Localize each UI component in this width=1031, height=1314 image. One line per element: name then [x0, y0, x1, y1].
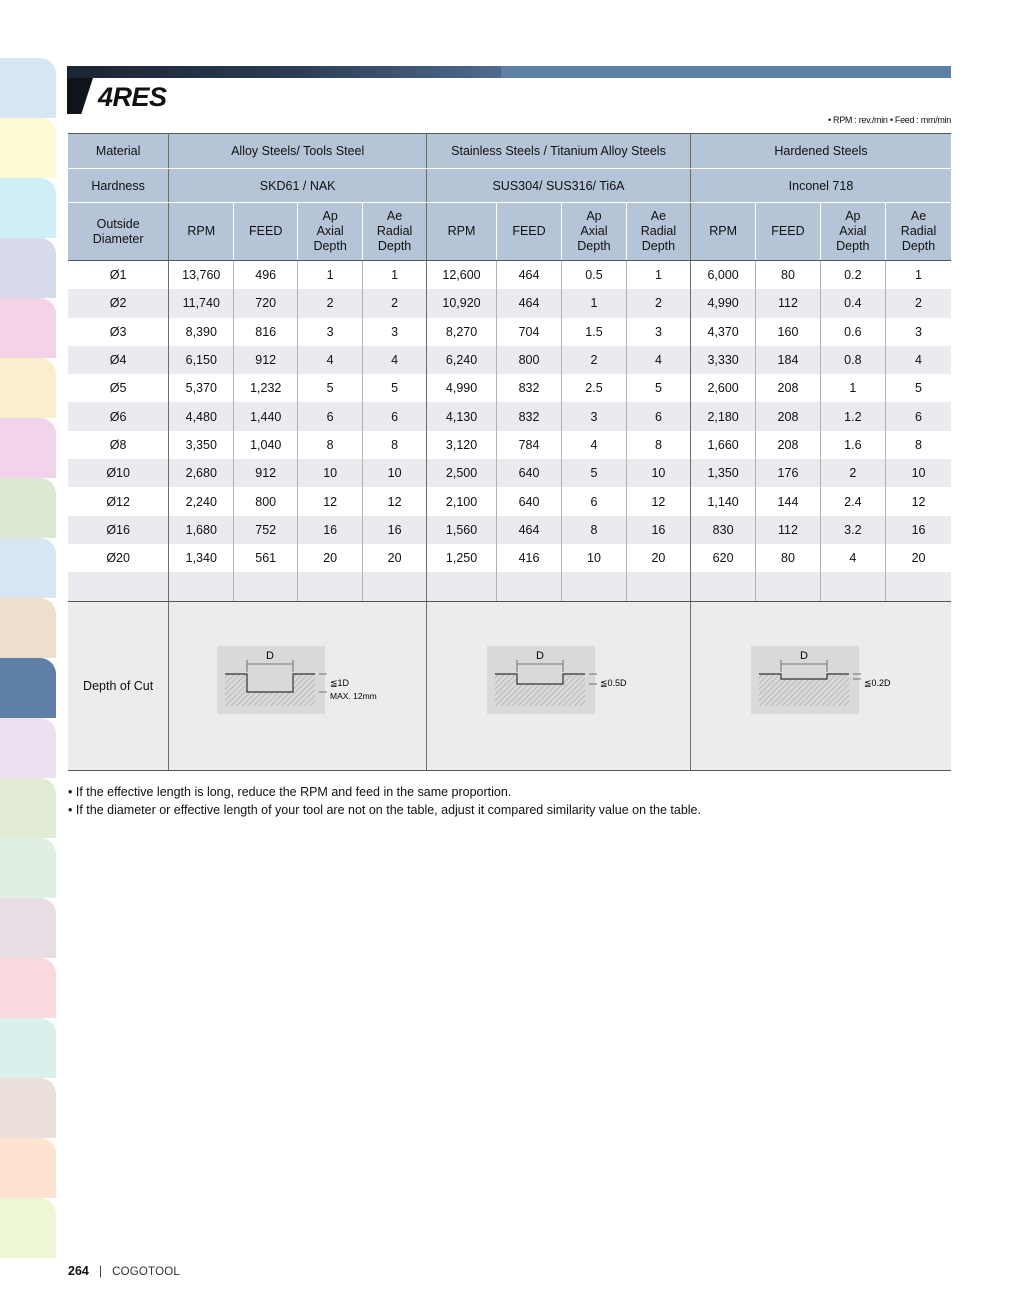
- blank-cell: [690, 572, 755, 601]
- value-cell: 20: [298, 544, 363, 572]
- value-cell: 1,040: [234, 431, 298, 459]
- hardness-row: [68, 169, 951, 203]
- value-cell: 208: [756, 402, 820, 430]
- depth-of-cut-label: Depth of Cut: [68, 601, 169, 770]
- value-cell: 0.8: [820, 346, 885, 374]
- value-cell: 5,370: [169, 374, 234, 402]
- value-cell: 8: [626, 431, 690, 459]
- value-cell: 416: [497, 544, 562, 572]
- blank-cell: [820, 572, 885, 601]
- cut-diagram: [487, 646, 687, 726]
- value-cell: 2: [298, 289, 363, 317]
- diameter-symbol: D: [266, 649, 275, 662]
- column-header-text: Radial: [640, 224, 677, 238]
- table-row: [68, 346, 951, 374]
- blank-cell: [886, 572, 951, 601]
- column-header-text: RPM: [187, 224, 216, 238]
- value-cell: 12: [886, 487, 951, 515]
- section-tab[interactable]: [0, 478, 56, 538]
- material-group-2: Stainless Steels / Titanium Alloy Steels: [427, 134, 691, 169]
- diameter-cell: Ø2: [68, 289, 169, 317]
- value-cell: 464: [497, 261, 562, 290]
- value-cell: 3: [561, 402, 626, 430]
- table-row: [68, 516, 951, 544]
- page-title: 4RES: [98, 82, 167, 112]
- value-cell: 4: [820, 544, 885, 572]
- value-cell: 2,500: [427, 459, 497, 487]
- value-cell: 144: [756, 487, 820, 515]
- value-cell: 3,350: [169, 431, 234, 459]
- diameter-symbol: D: [799, 649, 808, 662]
- blank-cell: [561, 572, 626, 601]
- value-cell: 912: [234, 459, 298, 487]
- value-cell: 4: [298, 346, 363, 374]
- column-header-text: Depth: [641, 239, 676, 253]
- value-cell: 20: [626, 544, 690, 572]
- value-cell: 830: [690, 516, 755, 544]
- column-header-text: RPM: [709, 224, 737, 238]
- section-tab[interactable]: [0, 298, 56, 358]
- diameter-cell: Ø12: [68, 487, 169, 515]
- footer-separator: |: [98, 1264, 103, 1278]
- value-cell: 2: [363, 289, 427, 317]
- column-header-text: RPM: [447, 224, 476, 238]
- value-cell: 112: [756, 516, 820, 544]
- value-cell: 4,990: [690, 289, 755, 317]
- section-tab[interactable]: [0, 658, 56, 718]
- diameter-cell: Ø5: [68, 374, 169, 402]
- blank-row: [68, 572, 951, 601]
- column-header-feed: [756, 203, 820, 261]
- column-header-text: Ap: [845, 209, 861, 223]
- value-cell: 2,600: [690, 374, 755, 402]
- value-cell: 620: [690, 544, 755, 572]
- diameter-cell: Ø4: [68, 346, 169, 374]
- section-tab[interactable]: [0, 718, 56, 778]
- diameter-header-line2: Diameter: [92, 231, 144, 246]
- value-cell: 2: [561, 346, 626, 374]
- column-header-ae: [626, 203, 690, 261]
- section-tab[interactable]: [0, 1078, 56, 1138]
- value-cell: 10: [363, 459, 427, 487]
- hardness-label: Hardness: [68, 169, 169, 203]
- value-cell: 1: [298, 261, 363, 290]
- value-cell: 464: [497, 516, 562, 544]
- column-header-row: [68, 203, 951, 261]
- value-cell: 1: [820, 374, 885, 402]
- value-cell: 12: [363, 487, 427, 515]
- diameter-cell: Ø6: [68, 402, 169, 430]
- value-cell: 4: [886, 346, 951, 374]
- value-cell: 4,130: [427, 402, 497, 430]
- column-header-text: Ae: [910, 209, 927, 223]
- value-cell: 2: [886, 289, 951, 317]
- section-tab[interactable]: [0, 1198, 56, 1258]
- table-row: [68, 261, 951, 290]
- cutting-conditions-table: [68, 133, 951, 771]
- column-header-rpm: [690, 203, 755, 261]
- value-cell: 8: [363, 431, 427, 459]
- value-cell: 8: [886, 431, 951, 459]
- blank-cell: [68, 572, 169, 601]
- depth-of-cut-diagram-cell: [690, 601, 951, 770]
- notes: [68, 783, 701, 819]
- value-cell: 4,990: [427, 374, 497, 402]
- blank-cell: [756, 572, 820, 601]
- blank-cell: [169, 572, 234, 601]
- value-cell: 12,600: [427, 261, 497, 290]
- diameter-cell: Ø1: [68, 261, 169, 290]
- value-cell: 12: [298, 487, 363, 515]
- depth-limit-text: ≦0.2D: [863, 677, 891, 688]
- column-header-rpm: [427, 203, 497, 261]
- value-cell: 184: [756, 346, 820, 374]
- value-cell: 3: [626, 318, 690, 346]
- value-cell: 784: [497, 431, 562, 459]
- material-group-1: Alloy Steels/ Tools Steel: [169, 134, 427, 169]
- value-cell: 80: [756, 544, 820, 572]
- section-tab[interactable]: [0, 1138, 56, 1198]
- value-cell: 1,560: [427, 516, 497, 544]
- hardness-group-1: SKD61 / NAK: [169, 169, 427, 203]
- table-row: [68, 431, 951, 459]
- column-header-text: Depth: [377, 239, 412, 253]
- footer: [68, 1264, 180, 1278]
- column-header-ae: [363, 203, 427, 261]
- diameter-header: [68, 203, 169, 261]
- value-cell: 10: [626, 459, 690, 487]
- header-band-dark: [67, 66, 501, 78]
- hardness-group-2: SUS304/ SUS316/ Ti6A: [427, 169, 691, 203]
- value-cell: 1,440: [234, 402, 298, 430]
- value-cell: 3,330: [690, 346, 755, 374]
- header-band-light: [501, 66, 951, 78]
- value-cell: 0.4: [820, 289, 885, 317]
- value-cell: 640: [497, 487, 562, 515]
- column-header-text: Depth: [901, 239, 936, 253]
- table-row: [68, 544, 951, 572]
- blank-cell: [427, 572, 497, 601]
- value-cell: 6: [561, 487, 626, 515]
- value-cell: 5: [363, 374, 427, 402]
- value-cell: 6,240: [427, 346, 497, 374]
- hardness-group-3: Inconel 718: [690, 169, 951, 203]
- section-tab[interactable]: [0, 58, 56, 118]
- value-cell: 1,340: [169, 544, 234, 572]
- blank-cell: [626, 572, 690, 601]
- value-cell: 720: [234, 289, 298, 317]
- table-row: [68, 487, 951, 515]
- title-wedge: [67, 78, 93, 114]
- table-row: [68, 374, 951, 402]
- section-tab[interactable]: [0, 418, 56, 478]
- table-row: [68, 318, 951, 346]
- diameter-cell: Ø3: [68, 318, 169, 346]
- value-cell: 16: [363, 516, 427, 544]
- page-number: 264: [68, 1264, 89, 1278]
- section-tab[interactable]: [0, 598, 56, 658]
- value-cell: 20: [886, 544, 951, 572]
- value-cell: 0.2: [820, 261, 885, 290]
- diameter-cell: Ø16: [68, 516, 169, 544]
- depth-of-cut-diagram-cell: [169, 601, 427, 770]
- diameter-symbol: D: [536, 649, 545, 662]
- value-cell: 208: [756, 431, 820, 459]
- value-cell: 832: [497, 374, 562, 402]
- column-header-feed: [497, 203, 562, 261]
- column-header-ap: [298, 203, 363, 261]
- column-header-text: Ap: [586, 209, 602, 223]
- value-cell: 1: [561, 289, 626, 317]
- value-cell: 1: [363, 261, 427, 290]
- value-cell: 4: [626, 346, 690, 374]
- value-cell: 1,140: [690, 487, 755, 515]
- value-cell: 1,232: [234, 374, 298, 402]
- value-cell: 1.2: [820, 402, 885, 430]
- depth-of-cut-diagram-cell: [427, 601, 691, 770]
- value-cell: 6: [363, 402, 427, 430]
- value-cell: 1.6: [820, 431, 885, 459]
- column-header-text: FEED: [771, 224, 805, 238]
- note-2: • If the diameter or effective length of your tool are not on the table, adjust it compared similarity value on the table.: [68, 803, 701, 817]
- diameter-header-line1: Outside: [96, 216, 140, 231]
- material-row: [68, 134, 951, 169]
- column-header-text: Depth: [313, 239, 347, 253]
- brand-name: COGOTOOL: [112, 1266, 180, 1278]
- depth-of-cut-row: [68, 601, 951, 770]
- section-tabs: [0, 58, 56, 1258]
- table-row: [68, 402, 951, 430]
- note-1: • If the effective length is long, reduce the RPM and feed in the same proportion.: [68, 785, 512, 799]
- value-cell: 6: [626, 402, 690, 430]
- column-header-text: FEED: [512, 224, 546, 238]
- value-cell: 4: [561, 431, 626, 459]
- column-header-text: Radial: [900, 224, 937, 238]
- value-cell: 2: [820, 459, 885, 487]
- column-header-text: Ap: [322, 209, 338, 223]
- value-cell: 816: [234, 318, 298, 346]
- column-header-ae: [886, 203, 951, 261]
- value-cell: 1,660: [690, 431, 755, 459]
- value-cell: 5: [561, 459, 626, 487]
- column-header-text: Axial: [316, 224, 344, 238]
- section-tab[interactable]: [0, 778, 56, 838]
- value-cell: 8: [561, 516, 626, 544]
- section-tab[interactable]: [0, 118, 56, 178]
- table-row: [68, 289, 951, 317]
- value-cell: 16: [626, 516, 690, 544]
- value-cell: 3,120: [427, 431, 497, 459]
- section-tab[interactable]: [0, 838, 56, 898]
- value-cell: 10: [561, 544, 626, 572]
- value-cell: 640: [497, 459, 562, 487]
- column-header-ap: [820, 203, 885, 261]
- value-cell: 16: [298, 516, 363, 544]
- value-cell: 1,350: [690, 459, 755, 487]
- value-cell: 8: [298, 431, 363, 459]
- value-cell: 0.5: [561, 261, 626, 290]
- value-cell: 6: [298, 402, 363, 430]
- depth-limit-text: ≦1D: [330, 677, 350, 688]
- value-cell: 8,270: [427, 318, 497, 346]
- column-header-text: Axial: [580, 224, 608, 238]
- value-cell: 1: [626, 261, 690, 290]
- column-header-text: Depth: [836, 239, 870, 253]
- value-cell: 2: [626, 289, 690, 317]
- value-cell: 12: [626, 487, 690, 515]
- value-cell: 208: [756, 374, 820, 402]
- value-cell: 2.4: [820, 487, 885, 515]
- blank-cell: [234, 572, 298, 601]
- section-tab[interactable]: [0, 238, 56, 298]
- max-depth-text: MAX. 12mm: [330, 690, 378, 701]
- value-cell: 4,370: [690, 318, 755, 346]
- value-cell: 1,250: [427, 544, 497, 572]
- value-cell: 8,390: [169, 318, 234, 346]
- value-cell: 464: [497, 289, 562, 317]
- value-cell: 2,100: [427, 487, 497, 515]
- material-label: Material: [68, 134, 169, 169]
- value-cell: 832: [497, 402, 562, 430]
- column-header-ap: [561, 203, 626, 261]
- value-cell: 800: [234, 487, 298, 515]
- value-cell: 13,760: [169, 261, 234, 290]
- value-cell: 6: [886, 402, 951, 430]
- value-cell: 10,920: [427, 289, 497, 317]
- value-cell: 5: [298, 374, 363, 402]
- value-cell: 6,000: [690, 261, 755, 290]
- column-header-rpm: [169, 203, 234, 261]
- value-cell: 11,740: [169, 289, 234, 317]
- value-cell: 176: [756, 459, 820, 487]
- value-cell: 3.2: [820, 516, 885, 544]
- material-group-3: Hardened Steels: [690, 134, 951, 169]
- column-header-text: Ae: [386, 209, 403, 223]
- value-cell: 1: [886, 261, 951, 290]
- section-tab[interactable]: [0, 898, 56, 958]
- value-cell: 112: [756, 289, 820, 317]
- section-tab[interactable]: [0, 1018, 56, 1078]
- value-cell: 16: [886, 516, 951, 544]
- blank-cell: [497, 572, 562, 601]
- value-cell: 5: [626, 374, 690, 402]
- value-cell: 2,240: [169, 487, 234, 515]
- column-header-text: FEED: [249, 224, 283, 238]
- cut-diagram: [217, 646, 417, 726]
- diameter-cell: Ø8: [68, 431, 169, 459]
- value-cell: 3: [298, 318, 363, 346]
- value-cell: 496: [234, 261, 298, 290]
- value-cell: 800: [497, 346, 562, 374]
- value-cell: 6,150: [169, 346, 234, 374]
- value-cell: 20: [363, 544, 427, 572]
- value-cell: 3: [363, 318, 427, 346]
- value-cell: 2,180: [690, 402, 755, 430]
- blank-cell: [298, 572, 363, 601]
- column-header-feed: [234, 203, 298, 261]
- value-cell: 160: [756, 318, 820, 346]
- value-cell: 752: [234, 516, 298, 544]
- column-header-text: Depth: [577, 239, 611, 253]
- value-cell: 2.5: [561, 374, 626, 402]
- value-cell: 10: [298, 459, 363, 487]
- column-header-text: Ae: [650, 209, 667, 223]
- value-cell: 2,680: [169, 459, 234, 487]
- value-cell: 5: [886, 374, 951, 402]
- value-cell: 561: [234, 544, 298, 572]
- value-cell: 0.6: [820, 318, 885, 346]
- value-cell: 912: [234, 346, 298, 374]
- value-cell: 80: [756, 261, 820, 290]
- diameter-cell: Ø20: [68, 544, 169, 572]
- depth-limit-text: ≦0.5D: [600, 677, 627, 688]
- diameter-cell: Ø10: [68, 459, 169, 487]
- value-cell: 4: [363, 346, 427, 374]
- section-tab[interactable]: [0, 538, 56, 598]
- section-tab[interactable]: [0, 958, 56, 1018]
- column-header-text: Axial: [839, 224, 867, 238]
- table-row: [68, 459, 951, 487]
- value-cell: 1,680: [169, 516, 234, 544]
- value-cell: 10: [886, 459, 951, 487]
- section-tab[interactable]: [0, 358, 56, 418]
- value-cell: 3: [886, 318, 951, 346]
- column-header-text: Radial: [376, 224, 413, 238]
- units-note: • RPM : rev./min • Feed : mm/min: [827, 115, 951, 125]
- cut-diagram: [751, 646, 951, 726]
- section-tab[interactable]: [0, 178, 56, 238]
- value-cell: 4,480: [169, 402, 234, 430]
- value-cell: 1.5: [561, 318, 626, 346]
- value-cell: 704: [497, 318, 562, 346]
- blank-cell: [363, 572, 427, 601]
